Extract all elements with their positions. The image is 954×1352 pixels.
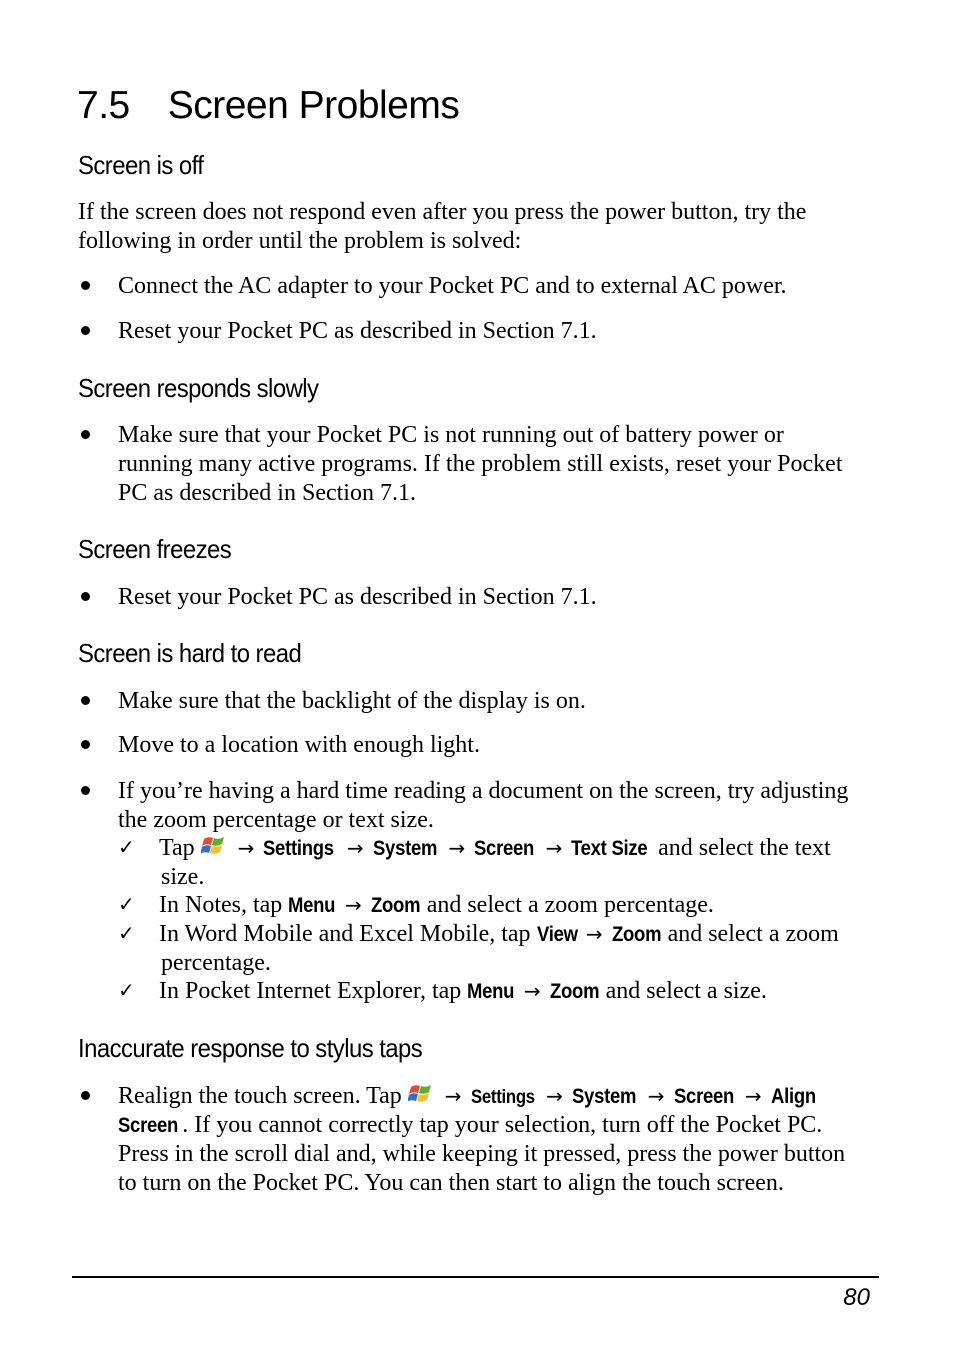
arrow-icon: →	[344, 893, 362, 917]
section-number: 7.5	[77, 84, 130, 127]
subheading-responds-slowly: Screen responds slowly	[78, 373, 319, 403]
bullet-icon	[78, 427, 92, 441]
check-item: Tap → Settings → System → Screen → Text Size and select the text size.	[159, 835, 831, 890]
arrow-icon: →	[744, 1084, 762, 1108]
bullet-icon	[78, 783, 92, 797]
arrow-icon: →	[546, 1084, 563, 1108]
arrow-icon: →	[545, 836, 563, 860]
intro-paragraph	[78, 198, 806, 256]
list-item: Make sure that your Pocket PC is not running out of battery power or running many active programs. If the problem still exists, reset your Pocket PC as described in Section 7.1.	[118, 422, 843, 506]
subheading-screen-off: Screen is off	[78, 150, 204, 180]
bullet-icon	[78, 693, 92, 707]
intro-line: following in order until the problem is solved:	[78, 228, 522, 254]
checkmark-icon: ✓	[118, 835, 135, 859]
list-item: Make sure that the backlight of the display is on.	[118, 688, 586, 714]
arrow-icon: →	[444, 1084, 462, 1108]
arrow-icon: →	[346, 836, 364, 860]
section-heading	[77, 84, 459, 128]
bullet-icon	[78, 323, 92, 337]
bullet-icon	[78, 278, 92, 292]
arrow-icon: →	[448, 836, 466, 860]
bullet-icon	[78, 737, 92, 751]
arrow-icon: →	[237, 836, 255, 860]
checkmark-icon: ✓	[118, 921, 135, 945]
bullet-icon	[78, 1088, 92, 1102]
windows-flag-icon	[408, 1082, 434, 1106]
arrow-icon: →	[585, 922, 603, 946]
checkmark-icon: ✓	[118, 978, 135, 1002]
list-item: Reset your Pocket PC as described in Section 7.1.	[118, 584, 597, 610]
footer-rule	[72, 1276, 879, 1278]
checkmark-icon: ✓	[118, 892, 135, 916]
arrow-icon: →	[523, 979, 541, 1003]
list-item: If you’re having a hard time reading a document on the screen, try adjusting the zoom percentage or text size.	[118, 778, 849, 833]
intro-line: If the screen does not respond even after you press the power button, try the	[78, 199, 807, 225]
section-title: Screen Problems	[167, 84, 460, 127]
bullet-icon	[78, 589, 92, 603]
list-item: Reset your Pocket PC as described in Section 7.1.	[118, 318, 597, 344]
check-item: In Notes, tap Menu → Zoom and select a zoom percentage.	[159, 892, 714, 918]
subheading-freezes: Screen freezes	[78, 534, 232, 564]
check-item: In Pocket Internet Explorer, tap Menu → Zoom and select a size.	[159, 978, 767, 1004]
list-item: Connect the AC adapter to your Pocket PC and to external AC power.	[118, 273, 787, 299]
list-item: Move to a location with enough light.	[118, 732, 480, 758]
page-number: 80	[843, 1284, 870, 1311]
subheading-stylus: Inaccurate response to stylus taps	[78, 1033, 423, 1063]
subheading-hard-to-read: Screen is hard to read	[78, 638, 302, 668]
list-item: Realign the touch screen. Tap → Settings → System → Screen → Align Screen . If you cannot correctly tap your selection, turn off the Pocket PC. Press in the scroll dial and, while keeping it pressed, press the power button to turn on the Pocket PC. You can then start to align the touch screen.	[118, 1083, 846, 1196]
arrow-icon: →	[647, 1084, 665, 1108]
check-item: In Word Mobile and Excel Mobile, tap View → Zoom and select a zoom percentage.	[159, 921, 839, 976]
windows-flag-icon	[201, 834, 227, 858]
